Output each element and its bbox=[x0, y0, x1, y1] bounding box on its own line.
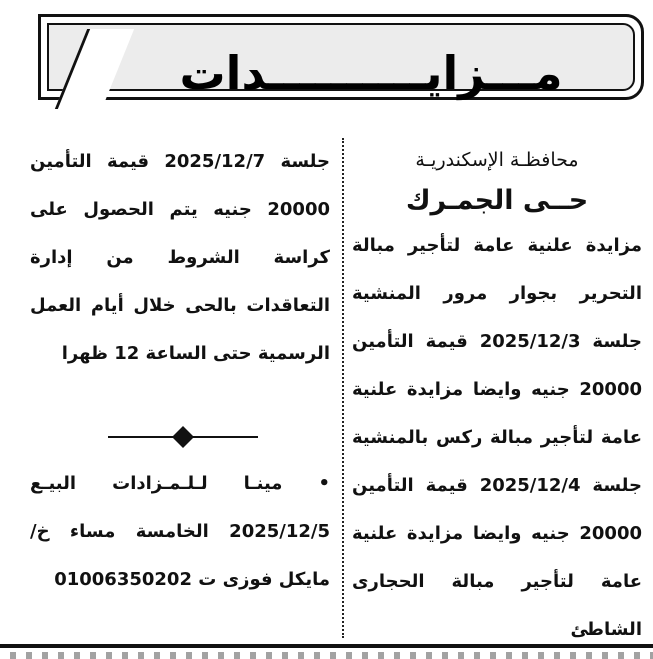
left-column-paragraph-2: • مينـا لـلـمـزادات البيـع 2025/12/5 الخامسة مساء خ/مايكل فوزى ت 01006350202 bbox=[30, 473, 330, 590]
left-column-paragraph-1: جلسة 2025/12/7 قيمة التأمين 20000 جنيه يتم الحصول على كراسة الشروط من إدارة التعاقدات بالحى خلال أيام العمل الرسمية حتى الساعة 12 ظهرا bbox=[30, 151, 330, 364]
district-heading: حــى الجمـرك bbox=[405, 185, 589, 216]
right-column bbox=[352, 138, 642, 654]
next-article-edge bbox=[0, 652, 653, 659]
bottom-rule bbox=[0, 644, 653, 648]
section-banner bbox=[38, 14, 644, 100]
column-divider bbox=[342, 138, 344, 638]
governorate-heading: محافظـة الإسكندريـة bbox=[415, 149, 579, 171]
right-column-body: مزايدة علنية عامة لتأجير مبالة التحرير بجوار مرور المنشية جلسة 2025/12/3 قيمة التأمين 20000 جنيه وايضا مزايدة علنية عامة لتأجير مبالة ركس بالمنشية جلسة 2025/12/4 قيمة التأمين 20000 جنيه وايضا مزايدة علنية عامة لتأجير مبالة الحجارى الشاطئ bbox=[352, 235, 642, 640]
diamond-ornament-icon bbox=[108, 422, 258, 452]
left-column bbox=[30, 138, 330, 604]
banner-title: مـــزايــــــــــدات bbox=[179, 46, 563, 100]
